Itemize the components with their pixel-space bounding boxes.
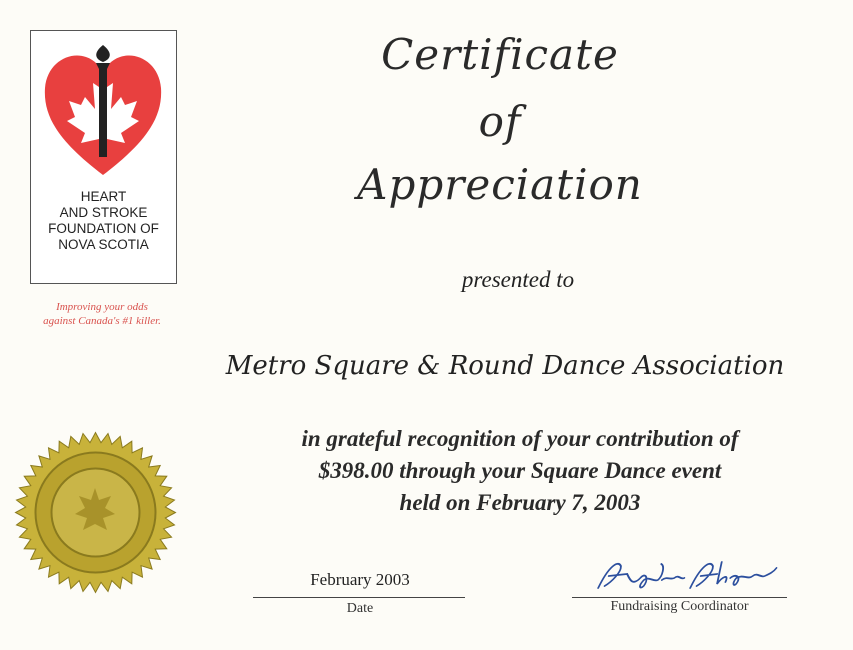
certificate-title-line1: Certificate xyxy=(381,30,619,79)
signature-label: Fundraising Coordinator xyxy=(610,599,749,614)
recognition-text xyxy=(240,423,800,519)
signature-icon xyxy=(588,556,782,596)
presented-to-label: presented to xyxy=(461,267,575,292)
tagline xyxy=(22,300,182,328)
date-line xyxy=(253,597,465,598)
recognition-line: $398.00 through your Square Dance event xyxy=(318,458,722,483)
recipient-name: Metro Square & Round Dance Association xyxy=(225,351,785,381)
foundation-logo xyxy=(30,30,177,284)
certificate-title-line3: Appreciation xyxy=(357,160,643,209)
gold-seal-icon xyxy=(13,430,178,595)
org-name-line: NOVA SCOTIA xyxy=(58,237,149,252)
certificate-title-line2: of xyxy=(478,97,522,146)
date-value: February 2003 xyxy=(310,570,410,589)
org-name-line: AND STROKE xyxy=(59,205,148,220)
tagline-line: against Canada's #1 killer. xyxy=(43,315,161,327)
org-name-line: FOUNDATION OF xyxy=(48,221,159,236)
recognition-line: in grateful recognition of your contribution of xyxy=(301,426,739,451)
signature-line xyxy=(572,597,787,598)
tagline-line: Improving your odds xyxy=(56,301,148,313)
date-label: Date xyxy=(346,601,374,616)
signature xyxy=(587,556,782,603)
heart-torch-icon xyxy=(41,43,166,183)
recognition-line: held on February 7, 2003 xyxy=(399,490,641,515)
org-name-line: HEART xyxy=(80,189,127,204)
